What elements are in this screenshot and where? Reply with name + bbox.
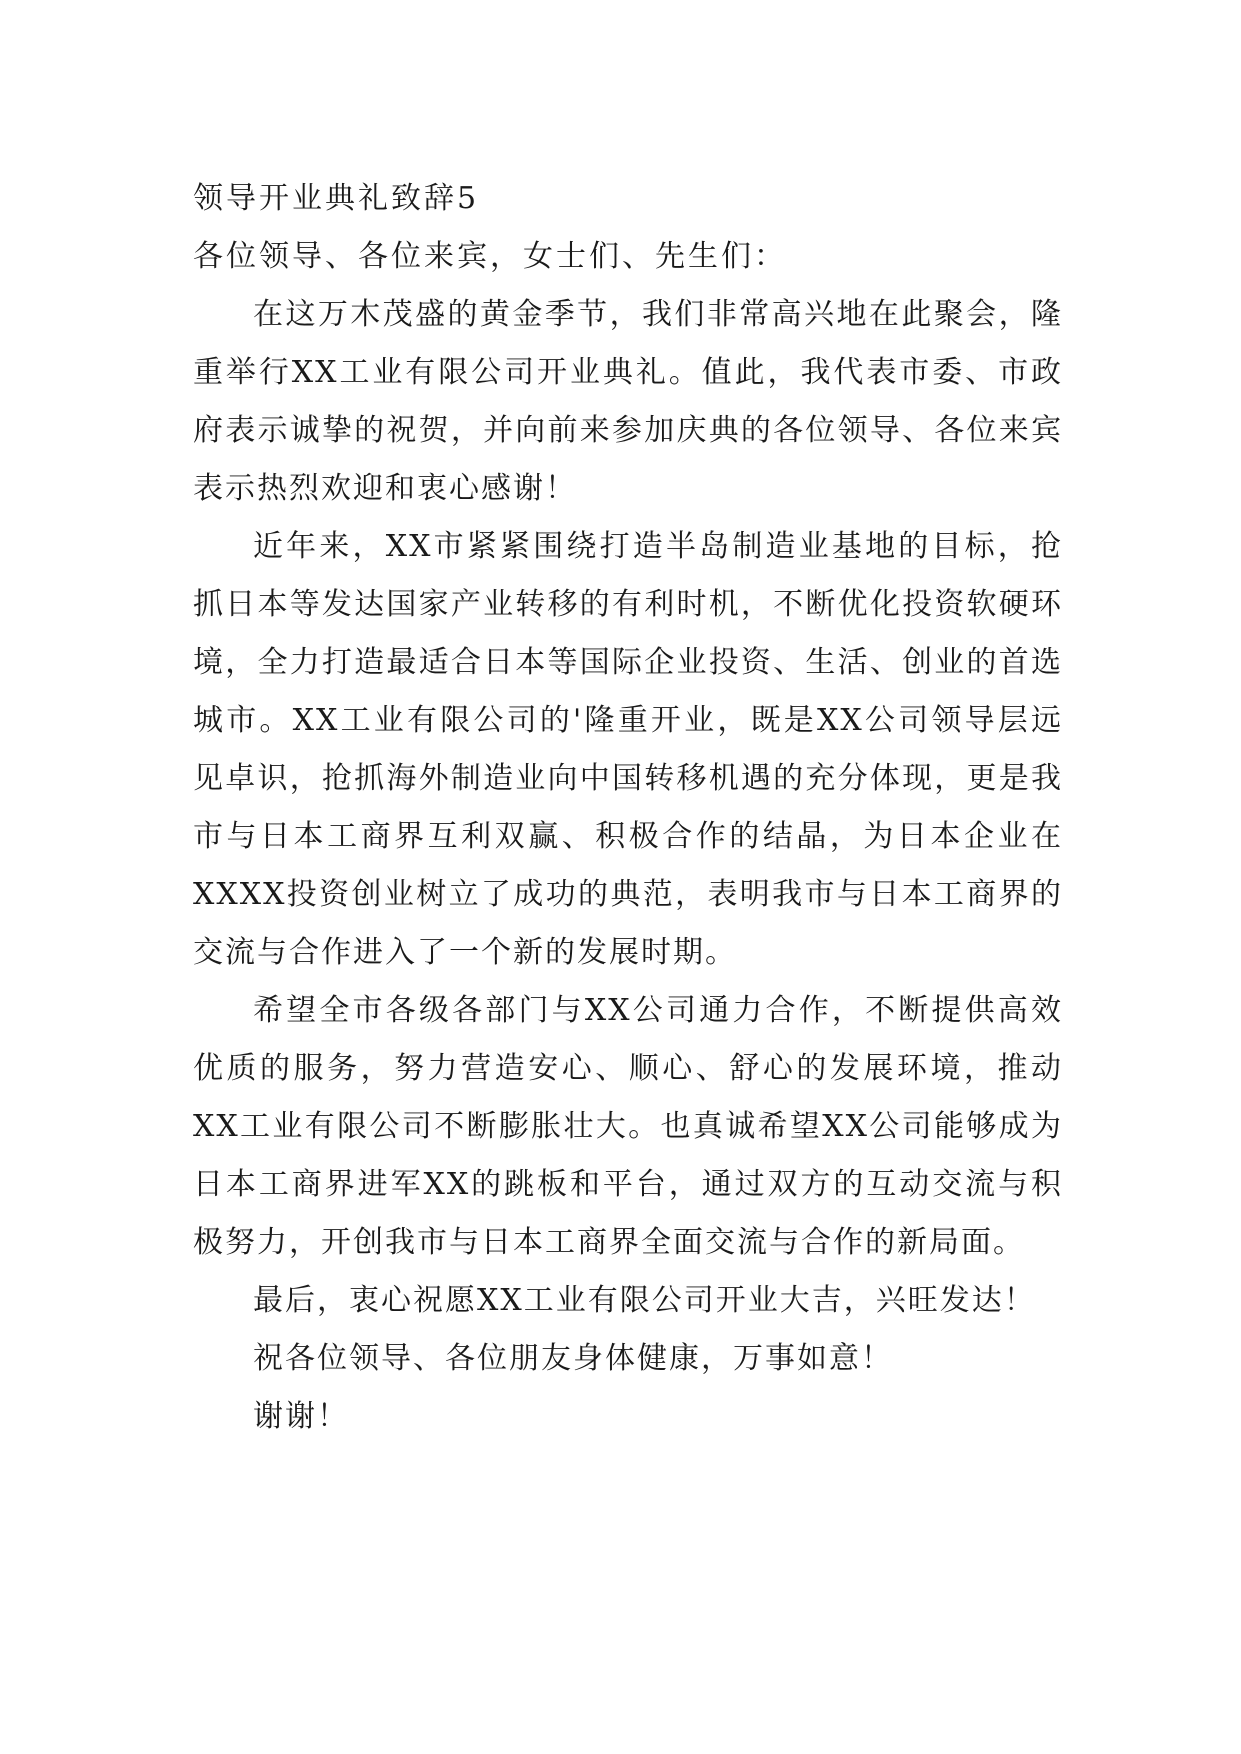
paragraph-2: 近年来，XX市紧紧围绕打造半岛制造业基地的目标，抢抓日本等发达国家产业转移的有利时机，不断优化投资软硬环境，全力打造最适合日本等国际企业投资、生活、创业的首选城市。XX工业有限公司的'隆重开业，既是XX公司领导层远见卓识，抢抓海外制造业向中国转移机遇的充分体现，更是我市与日本工商界互利双赢、积极合作的结晶，为日本企业在XXXX投资创业树立了成功的典范，表明我市与日本工商界的交流与合作进入了一个新的发展时期。 bbox=[193, 529, 1063, 970]
document-page bbox=[193, 170, 1063, 1446]
paragraph-3: 希望全市各级各部门与XX公司通力合作，不断提供高效优质的服务，努力营造安心、顺心、舒心的发展环境，推动XX工业有限公司不断膨胀壮大。也真诚希望XX公司能够成为日本工商界进军XX的跳板和平台，通过双方的互动交流与积极努力，开创我市与日本工商界全面交流与合作的新局面。 bbox=[193, 993, 1063, 1260]
document-title: 领导开业典礼致辞5 bbox=[193, 181, 480, 216]
paragraph-1: 在这万木茂盛的黄金季节，我们非常高兴地在此聚会，隆重举行XX工业有限公司开业典礼。值此，我代表市委、市政府表示诚挚的祝贺，并向前来参加庆典的各位领导、各位来宾表示热烈欢迎和衷心感谢！ bbox=[193, 297, 1063, 506]
salutation: 各位领导、各位来宾，女士们、先生们： bbox=[193, 239, 787, 274]
closing-line-2: 祝各位领导、各位朋友身体健康，万事如意！ bbox=[253, 1341, 893, 1376]
closing-line-1: 最后，衷心祝愿XX工业有限公司开业大吉，兴旺发达！ bbox=[253, 1283, 1036, 1318]
closing-line-3: 谢谢！ bbox=[253, 1399, 349, 1434]
